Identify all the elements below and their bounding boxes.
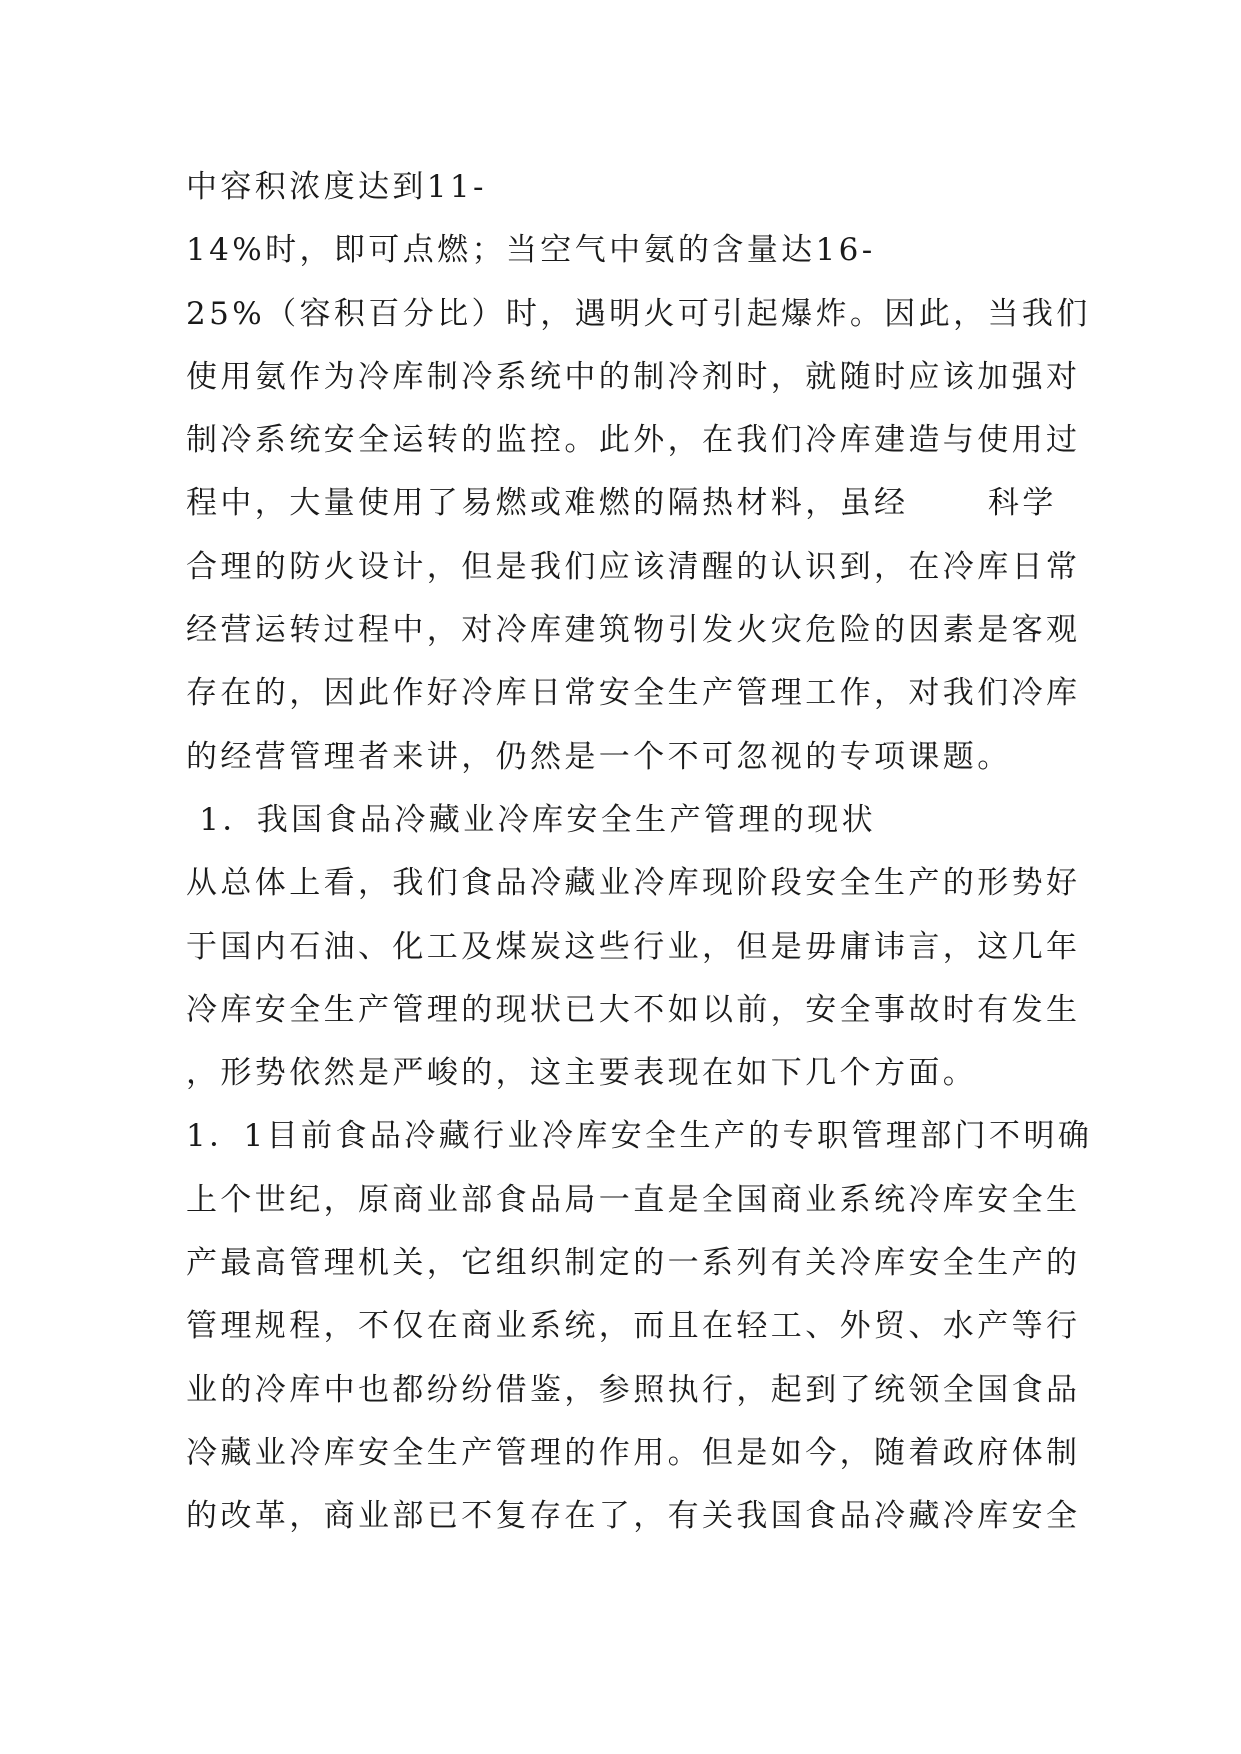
subsection-heading: 1．1目前食品冷藏行业冷库安全生产的专职管理部门不明确 [186,1118,1093,1155]
text-line: 使用氨作为冷库制冷系统中的制冷剂时，就随时应该加强对 [186,358,1081,395]
text-line: 经营运转过程中，对冷库建筑物引发火灾危险的因素是客观 [186,612,1081,649]
text-line: 上个世纪，原商业部食品局一直是全国商业系统冷库安全生 [186,1181,1081,1218]
document-body [186,156,1093,1549]
text-line: 程中，大量使用了易燃或难燃的隔热材料，虽经 科学 [186,485,1057,522]
text-line: 从总体上看，我们食品冷藏业冷库现阶段安全生产的形势好 [186,865,1081,902]
text-line: 中容积浓度达到11- [186,169,487,205]
text-line: ，形势依然是严峻的，这主要表现在如下几个方面。 [186,1055,978,1092]
text-line: 冷藏业冷库安全生产管理的作用。但是如今，随着政府体制 [186,1434,1081,1471]
text-line: 的改革，商业部已不复存在了，有关我国食品冷藏冷库安全 [186,1498,1081,1535]
text-line: 存在的，因此作好冷库日常安全生产管理工作，对我们冷库 [186,675,1081,712]
text-line: 25%（容积百分比）时，遇明火可引起爆炸。因此，当我们 [186,295,1091,332]
text-line: 于国内石油、化工及煤炭这些行业，但是毋庸讳言，这几年 [186,928,1081,965]
text-line: 管理规程，不仅在商业系统，而且在轻工、外贸、水产等行 [186,1308,1081,1345]
text-line: 的经营管理者来讲，仍然是一个不可忽视的专项课题。 [186,738,1012,775]
text-line: 业的冷库中也都纷纷借鉴，参照执行，起到了统领全国食品 [186,1371,1081,1408]
text-line: 冷库安全生产管理的现状已大不如以前，安全事故时有发生 [186,991,1081,1028]
text-line: 产最高管理机关，它组织制定的一系列有关冷库安全生产的 [186,1245,1081,1282]
text-line: 合理的防火设计，但是我们应该清醒的认识到，在冷库日常 [186,548,1081,585]
text-line: 制冷系统安全运转的监控。此外，在我们冷库建造与使用过 [186,422,1081,459]
text-line: 14%时，即可点燃；当空气中氨的含量达16- [186,232,876,269]
section-heading: 1．我国食品冷藏业冷库安全生产管理的现状 [186,801,876,838]
